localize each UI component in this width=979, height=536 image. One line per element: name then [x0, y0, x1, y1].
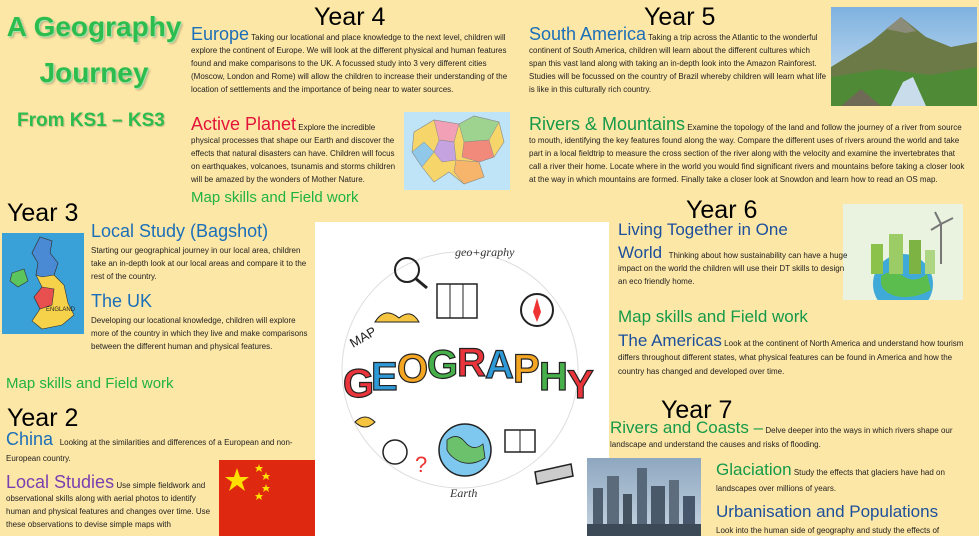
- page-title: [4, 10, 184, 90]
- year2-local-studies: [6, 472, 214, 531]
- rivers-mountains-desc: Examine the topology of the land and follow the journey of a river from source to mouth, identifying the key features found along the way. Compare the different uses of rivers around the world and take part in a local fieldtrip to measure the cross section of the river along with the velocity and examine the invertebrates that call a river their home. Locate where in the world you would find significant rivers and mountains before taking a closer look at the way in which mountains are formed. Finally take a closer look at Snowdon and learn how to read an OS map.: [529, 123, 965, 184]
- year3-map-skills: Map skills and Field work: [6, 375, 174, 392]
- year3-local-study: [91, 220, 309, 283]
- svg-text:Y: Y: [567, 363, 594, 407]
- title-line-1: A Geography: [6, 11, 182, 42]
- year7-glaciation: [716, 462, 970, 497]
- year-3-label: Year 3: [7, 199, 79, 227]
- svg-text:H: H: [539, 355, 568, 399]
- geography-word: GEOGRAPHY: [315, 222, 322, 223]
- mountain-landscape-image: [831, 7, 977, 106]
- svg-text:A: A: [485, 343, 514, 387]
- year5-south-america: [529, 24, 827, 96]
- americas-title: The Americas: [618, 331, 722, 350]
- china-title: China: [6, 429, 54, 449]
- svg-text:O: O: [397, 347, 429, 391]
- year-6-label: Year 6: [686, 196, 758, 224]
- urbanisation-desc: Look into the human side of geography and study the effects of: [716, 526, 940, 535]
- europe-desc: Taking our locational and place knowledge to the next level, children will explore the continent of Europe. We will look at the different physical and human features found and make comparisons to the UK. A focussed study into 3 very different cities (Moscow, London and Rome) will allow the children to increase their understanding of the location of settlements and the importance of being near to water sources.: [191, 33, 508, 94]
- year6-map-skills: Map skills and Field work: [618, 307, 808, 326]
- svg-text:ENGLAND: ENGLAND: [46, 307, 76, 313]
- year-4-label: Year 4: [314, 3, 386, 31]
- rivers-coasts-title: Rivers and Coasts –: [610, 418, 764, 437]
- year6-americas: [618, 331, 970, 379]
- year6-living-together: [618, 218, 850, 288]
- uk-title: The UK: [91, 291, 153, 311]
- europe-map-image: [404, 112, 510, 190]
- living-title-line-2: World: [618, 243, 663, 262]
- eco-world-image: [843, 204, 963, 300]
- svg-text:R: R: [457, 341, 486, 385]
- svg-text:P: P: [513, 347, 540, 391]
- year3-uk: [91, 290, 309, 353]
- rivers-mountains-title: Rivers & Mountains: [529, 114, 686, 134]
- geography-doodle-image: [315, 222, 609, 536]
- year4-map-skills: Map skills and Field work: [191, 189, 359, 206]
- glaciation-desc: Study the effects that glaciers have had on landscapes over millions of years.: [716, 468, 945, 493]
- europe-title: Europe: [191, 24, 250, 44]
- year4-europe: [191, 24, 519, 96]
- year-5-label: Year 5: [644, 3, 716, 31]
- living-title-line-1: Living Together in One: [618, 220, 788, 239]
- year-7-label: Year 7: [661, 396, 733, 424]
- local-studies-desc: Use simple fieldwork and observational skills along with aerial photos to identify human and physical features and changes over time. Use these observations to devise simple maps with: [6, 481, 211, 529]
- south-america-desc: Taking a trip across the Atlantic to the wonderful continent of South America, children will learn about the different cultures which span this vast land along with taking an in-depth look into the Amazon Rainforest. Studies will be focussed on the country of Brazil whereby children will learn what life is like in this culturally rich country.: [529, 33, 827, 94]
- active-planet-desc: Explore the incredible physical processes that shape our Earth and discover the effects that natural disasters can have. Children will focus on earthquakes, volcanoes, tsunamis and storms children will be amazed by the wonders of Mother Nature.: [191, 123, 396, 184]
- year5-rivers-mountains: [529, 114, 969, 186]
- rivers-coasts-desc: Delve deeper into the ways in which rivers shape our landscape and understand the causes and risks of flooding.: [610, 426, 953, 449]
- local-studies-title: Local Studies: [6, 472, 115, 492]
- glaciation-title: Glaciation: [716, 460, 792, 479]
- svg-text:G: G: [343, 362, 375, 406]
- year7-rivers-coasts: [610, 418, 972, 452]
- year4-active-planet: [191, 114, 403, 186]
- year7-urbanisation: [716, 502, 974, 536]
- urbanisation-title: Urbanisation and Populations: [716, 502, 939, 521]
- svg-text:?: ?: [415, 452, 428, 477]
- living-desc: Thinking about how sustainability can have a huge impact on the world the children will use their DT skills to design an eco friendly home.: [618, 251, 848, 286]
- local-study-desc: Starting our geographical journey in our local area, children take an in-depth look at our local areas and compare it to the rest of the country.: [91, 246, 307, 281]
- svg-text:E: E: [371, 355, 398, 399]
- uk-map-image: [2, 233, 84, 334]
- active-planet-title: Active Planet: [191, 114, 297, 134]
- geo-graphy-tag: geo+graphy: [455, 245, 515, 259]
- local-study-title: Local Study (Bagshot): [91, 221, 269, 241]
- year-2-label: Year 2: [7, 404, 79, 432]
- south-america-title: South America: [529, 24, 647, 44]
- earth-tag: Earth: [450, 486, 478, 500]
- americas-desc: Look at the continent of North America and understand how tourism differs throughout different states, what physical features can be found in America and how the country has changed and developed over time.: [618, 339, 964, 376]
- china-desc: Looking at the similarities and differences of a European and non-European country.: [6, 438, 293, 463]
- map-tag: MAP: [347, 323, 379, 351]
- city-skyline-image: [587, 458, 701, 536]
- subtitle: From KS1 – KS3: [17, 110, 165, 131]
- uk-desc: Developing our locational knowledge, children will explore more of the country in which they live and make comparisons between the different human and physical features.: [91, 316, 308, 351]
- title-line-2: Journey: [39, 57, 149, 88]
- svg-text:G: G: [427, 343, 459, 387]
